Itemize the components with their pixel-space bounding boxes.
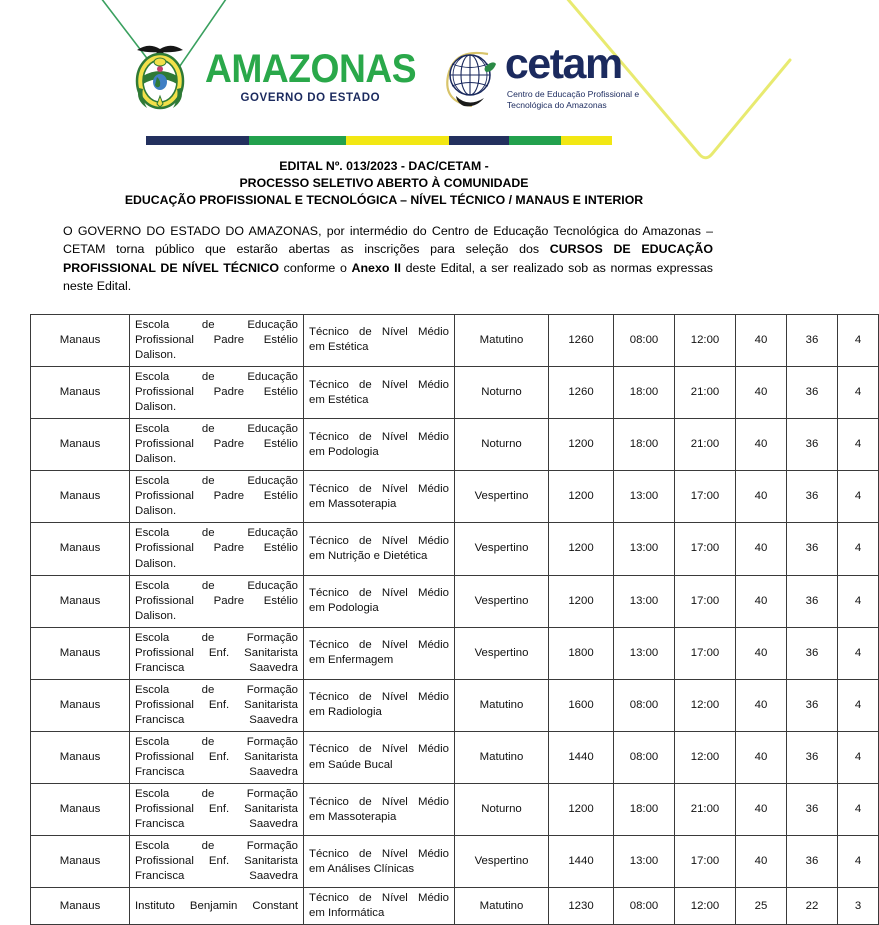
cell-quota-vacancies: 4: [838, 471, 879, 523]
cell-total-vacancies: 40: [736, 314, 787, 366]
cell-end-time: 21:00: [675, 419, 736, 471]
courses-table: [30, 314, 879, 925]
cell-school: [130, 731, 304, 783]
cell-end-time: 17:00: [675, 836, 736, 888]
cell-course-line: Técnico de Nível Médio: [309, 743, 449, 756]
cell-total-vacancies: 40: [736, 419, 787, 471]
brand-colorbar: [146, 136, 612, 145]
cell-shift: Matutino: [455, 731, 549, 783]
cell-course: [304, 836, 455, 888]
table-row: [31, 731, 879, 783]
cell-course-line: Técnico de Nível Médio: [309, 534, 449, 547]
cell-school-line: Escola de Educação: [135, 423, 298, 436]
colorbar-navy-1: [146, 136, 249, 145]
cell-end-time: 12:00: [675, 314, 736, 366]
cell-workload: 1440: [549, 836, 614, 888]
cell-school: [130, 888, 304, 925]
cell-course-line: Técnico de Nível Médio: [309, 892, 449, 905]
intro-paragraph: [63, 222, 713, 296]
cell-school: [130, 836, 304, 888]
cell-shift: Noturno: [455, 419, 549, 471]
cell-school: [130, 575, 304, 627]
cell-course-line: Técnico de Nível Médio: [309, 482, 449, 495]
cell-start-time: 18:00: [614, 419, 675, 471]
cell-general-vacancies: 36: [787, 575, 838, 627]
cetam-subtitle-line-1: Centro de Educação Profissional e: [506, 89, 640, 100]
cell-total-vacancies: 40: [736, 731, 787, 783]
cell-total-vacancies: 40: [736, 784, 787, 836]
cell-course-line: Técnico de Nível Médio: [309, 691, 449, 704]
cell-end-time: 12:00: [675, 888, 736, 925]
cell-end-time: 17:00: [675, 575, 736, 627]
cell-start-time: 08:00: [614, 731, 675, 783]
colorbar-navy-2: [449, 136, 510, 145]
cell-end-time: 17:00: [675, 627, 736, 679]
colorbar-green-2: [509, 136, 560, 145]
edital-title-line-3: EDUCAÇÃO PROFISSIONAL E TECNOLÓGICA – NÍVEL TÉCNICO / MANAUS E INTERIOR: [124, 192, 644, 207]
cell-quota-vacancies: 4: [838, 419, 879, 471]
cell-quota-vacancies: 4: [838, 523, 879, 575]
cell-course-line: Técnico de Nível Médio: [309, 587, 449, 600]
amazonas-coat-of-arms-icon: [129, 36, 191, 118]
colorbar-yellow-2: [561, 136, 612, 145]
cell-general-vacancies: 36: [787, 366, 838, 418]
cell-school-line: Profissional Enf. Sanitarista: [135, 803, 298, 816]
cell-school-line: Dalison.: [135, 401, 177, 414]
cell-course-line: em Massoterapia: [309, 497, 397, 510]
cell-general-vacancies: 36: [787, 836, 838, 888]
cell-school-line: Francisca Saavedra: [135, 766, 298, 779]
cell-start-time: 13:00: [614, 627, 675, 679]
cell-quota-vacancies: 4: [838, 836, 879, 888]
cell-start-time: 13:00: [614, 471, 675, 523]
cell-workload: 1200: [549, 523, 614, 575]
cell-start-time: 08:00: [614, 888, 675, 925]
cell-course-line: em Informática: [309, 907, 385, 920]
cell-shift: Vespertino: [455, 575, 549, 627]
cell-school-line: Escola de Educação: [135, 579, 298, 592]
cell-school-line: Profissional Enf. Sanitarista: [135, 751, 298, 764]
cell-school-line: Dalison.: [135, 348, 177, 361]
table-row: [31, 836, 879, 888]
cell-general-vacancies: 22: [787, 888, 838, 925]
cell-shift: Vespertino: [455, 471, 549, 523]
cell-course: [304, 314, 455, 366]
cell-city: Manaus: [31, 836, 130, 888]
cell-end-time: 21:00: [675, 784, 736, 836]
cetam-subtitle: [507, 89, 639, 110]
cell-total-vacancies: 40: [736, 575, 787, 627]
cell-school-line: Profissional Enf. Sanitarista: [135, 698, 298, 711]
colorbar-yellow-1: [346, 136, 449, 145]
cell-school: [130, 366, 304, 418]
cell-end-time: 12:00: [675, 679, 736, 731]
edital-title-block: [0, 158, 768, 209]
cell-start-time: 13:00: [614, 523, 675, 575]
cell-workload: 1200: [549, 471, 614, 523]
cell-course: [304, 731, 455, 783]
cell-course: [304, 627, 455, 679]
cell-quota-vacancies: 4: [838, 679, 879, 731]
cell-general-vacancies: 36: [787, 523, 838, 575]
cell-general-vacancies: 36: [787, 314, 838, 366]
cell-city: Manaus: [31, 679, 130, 731]
cell-start-time: 13:00: [614, 836, 675, 888]
cell-school-line: Escola de Formação: [135, 788, 298, 801]
cell-course-line: Técnico de Nível Médio: [309, 378, 449, 391]
cell-end-time: 21:00: [675, 366, 736, 418]
cetam-wordmark: [504, 40, 640, 110]
table-row: [31, 679, 879, 731]
amazonas-wordmark: [197, 49, 424, 105]
cetam-title: cetam: [504, 40, 622, 89]
cell-total-vacancies: 40: [736, 471, 787, 523]
cell-quota-vacancies: 4: [838, 366, 879, 418]
cell-course-line: em Análises Clínicas: [309, 862, 415, 875]
amazonas-government-logo: [129, 36, 424, 118]
cell-total-vacancies: 40: [736, 679, 787, 731]
cetam-logo: [442, 40, 640, 110]
cell-start-time: 18:00: [614, 366, 675, 418]
cell-workload: 1260: [549, 314, 614, 366]
courses-table-body: [31, 314, 879, 925]
cell-course-line: em Nutrição e Dietética: [309, 549, 428, 562]
cell-total-vacancies: 40: [736, 523, 787, 575]
cell-course-line: Técnico de Nível Médio: [309, 795, 449, 808]
cell-school-line: Dalison.: [135, 557, 177, 570]
cell-school-line: Escola de Formação: [135, 840, 298, 853]
logo-row: [0, 36, 768, 118]
cell-start-time: 18:00: [614, 784, 675, 836]
cell-school-line: Escola de Educação: [135, 527, 298, 540]
cell-course-line: em Estética: [309, 341, 369, 354]
cell-course: [304, 471, 455, 523]
cell-school-line: Dalison.: [135, 609, 177, 622]
table-row: [31, 523, 879, 575]
cell-city: Manaus: [31, 888, 130, 925]
intro-bold-courses: CURSOS DE EDUCAÇÃO PROFISSIONAL DE NÍVEL TÉCNICO: [63, 242, 714, 275]
cell-course: [304, 523, 455, 575]
cell-shift: Matutino: [455, 314, 549, 366]
cell-course-line: Técnico de Nível Médio: [309, 847, 449, 860]
amazonas-title: AMAZONAS: [204, 47, 416, 92]
cell-school: [130, 523, 304, 575]
cell-shift: Vespertino: [455, 523, 549, 575]
cell-shift: Vespertino: [455, 836, 549, 888]
cell-city: Manaus: [31, 731, 130, 783]
table-row: [31, 366, 879, 418]
cell-course-line: em Massoterapia: [309, 810, 397, 823]
cell-course-line: Técnico de Nível Médio: [309, 326, 449, 339]
cell-quota-vacancies: 4: [838, 784, 879, 836]
cell-school-line: Escola de Formação: [135, 683, 298, 696]
cell-school-line: Profissional Padre Estélio: [135, 542, 298, 555]
cell-quota-vacancies: 4: [838, 627, 879, 679]
cetam-subtitle-line-2: Tecnológica do Amazonas: [506, 100, 607, 110]
cell-course: [304, 679, 455, 731]
cell-school-line: Francisca Saavedra: [135, 661, 298, 674]
cell-school-line: Escola de Educação: [135, 475, 298, 488]
cell-quota-vacancies: 3: [838, 888, 879, 925]
cell-shift: Matutino: [455, 888, 549, 925]
cell-end-time: 17:00: [675, 523, 736, 575]
cell-school-line: Profissional Padre Estélio: [135, 386, 298, 399]
intro-text-3: deste Edital, a ser realizado sob as normas expressas neste Edital.: [63, 260, 713, 294]
cell-school-line: Profissional Padre Estélio: [135, 490, 298, 503]
cell-start-time: 08:00: [614, 679, 675, 731]
cell-school-line: Profissional Padre Estélio: [135, 594, 298, 607]
cell-city: Manaus: [31, 627, 130, 679]
cell-city: Manaus: [31, 784, 130, 836]
cell-school-line: Profissional Enf. Sanitarista: [135, 855, 298, 868]
cell-workload: 1440: [549, 731, 614, 783]
cell-city: Manaus: [31, 419, 130, 471]
cell-quota-vacancies: 4: [838, 314, 879, 366]
cell-school-line: Profissional Padre Estélio: [135, 438, 298, 451]
cell-workload: 1200: [549, 419, 614, 471]
cell-course: [304, 784, 455, 836]
cell-city: Manaus: [31, 314, 130, 366]
cell-workload: 1600: [549, 679, 614, 731]
cell-city: Manaus: [31, 471, 130, 523]
table-row: [31, 888, 879, 925]
cell-workload: 1800: [549, 627, 614, 679]
cell-workload: 1230: [549, 888, 614, 925]
cell-course-line: em Podologia: [309, 445, 379, 458]
edital-title-line-2: PROCESSO SELETIVO ABERTO À COMUNIDADE: [239, 175, 529, 190]
cell-general-vacancies: 36: [787, 731, 838, 783]
cell-shift: Matutino: [455, 679, 549, 731]
cell-workload: 1260: [549, 366, 614, 418]
cell-city: Manaus: [31, 575, 130, 627]
edital-title-line-1: EDITAL Nº. 013/2023 - DAC/CETAM -: [279, 159, 489, 173]
cell-shift: Noturno: [455, 784, 549, 836]
table-row: [31, 784, 879, 836]
intro-bold-anexo: Anexo II: [351, 260, 401, 275]
cell-school-line: Escola de Formação: [135, 735, 298, 748]
cell-school-line: Instituto Benjamin Constant: [135, 899, 298, 912]
cell-end-time: 17:00: [675, 471, 736, 523]
cell-school: [130, 419, 304, 471]
cell-course-line: em Radiologia: [309, 706, 382, 719]
cell-quota-vacancies: 4: [838, 731, 879, 783]
cell-school-line: Dalison.: [135, 505, 177, 518]
cell-city: Manaus: [31, 523, 130, 575]
cell-school-line: Profissional Enf. Sanitarista: [135, 646, 298, 659]
cell-total-vacancies: 40: [736, 836, 787, 888]
cell-general-vacancies: 36: [787, 627, 838, 679]
cell-total-vacancies: 40: [736, 366, 787, 418]
table-row: [31, 627, 879, 679]
cell-school: [130, 471, 304, 523]
cell-school: [130, 784, 304, 836]
cell-course-line: em Estética: [309, 393, 369, 406]
cell-general-vacancies: 36: [787, 679, 838, 731]
intro-text-2: conforme o: [278, 260, 352, 275]
cell-general-vacancies: 36: [787, 419, 838, 471]
cell-total-vacancies: 40: [736, 627, 787, 679]
cell-course-line: Técnico de Nível Médio: [309, 430, 449, 443]
globe-icon: [442, 46, 500, 108]
cell-course: [304, 575, 455, 627]
cell-workload: 1200: [549, 784, 614, 836]
cell-shift: Noturno: [455, 366, 549, 418]
document-header: [0, 0, 768, 152]
cell-school-line: Escola de Educação: [135, 370, 298, 383]
table-row: [31, 575, 879, 627]
cell-school: [130, 314, 304, 366]
table-row: [31, 471, 879, 523]
intro-text-1: O GOVERNO DO ESTADO DO AMAZONAS, por intermédio do Centro de Educação Tecnológica do Amazonas – CETAM torna público que estarão abertas as inscrições para seleção dos: [63, 223, 713, 257]
cell-school: [130, 627, 304, 679]
cell-school: [130, 679, 304, 731]
cell-school-line: Francisca Saavedra: [135, 818, 298, 831]
table-row: [31, 419, 879, 471]
cell-school-line: Dalison.: [135, 453, 177, 466]
cell-school-line: Escola de Educação: [135, 318, 298, 331]
cell-course-line: em Enfermagem: [309, 654, 394, 667]
cell-general-vacancies: 36: [787, 784, 838, 836]
cell-total-vacancies: 25: [736, 888, 787, 925]
cell-course: [304, 888, 455, 925]
cell-course-line: em Podologia: [309, 602, 379, 615]
cell-start-time: 08:00: [614, 314, 675, 366]
table-row: [31, 314, 879, 366]
amazonas-subtitle: GOVERNO DO ESTADO: [240, 92, 381, 105]
courses-table-wrapper: [30, 314, 862, 925]
cell-course: [304, 366, 455, 418]
cell-course-line: em Saúde Bucal: [309, 758, 393, 771]
cell-general-vacancies: 36: [787, 471, 838, 523]
colorbar-green-1: [249, 136, 347, 145]
cell-course-line: Técnico de Nível Médio: [309, 639, 449, 652]
cell-shift: Vespertino: [455, 627, 549, 679]
cell-course: [304, 419, 455, 471]
cell-school-line: Escola de Formação: [135, 631, 298, 644]
cell-city: Manaus: [31, 366, 130, 418]
cell-end-time: 12:00: [675, 731, 736, 783]
cell-school-line: Francisca Saavedra: [135, 713, 298, 726]
cell-quota-vacancies: 4: [838, 575, 879, 627]
cell-workload: 1200: [549, 575, 614, 627]
cell-start-time: 13:00: [614, 575, 675, 627]
cell-school-line: Profissional Padre Estélio: [135, 333, 298, 346]
cell-school-line: Francisca Saavedra: [135, 870, 298, 883]
